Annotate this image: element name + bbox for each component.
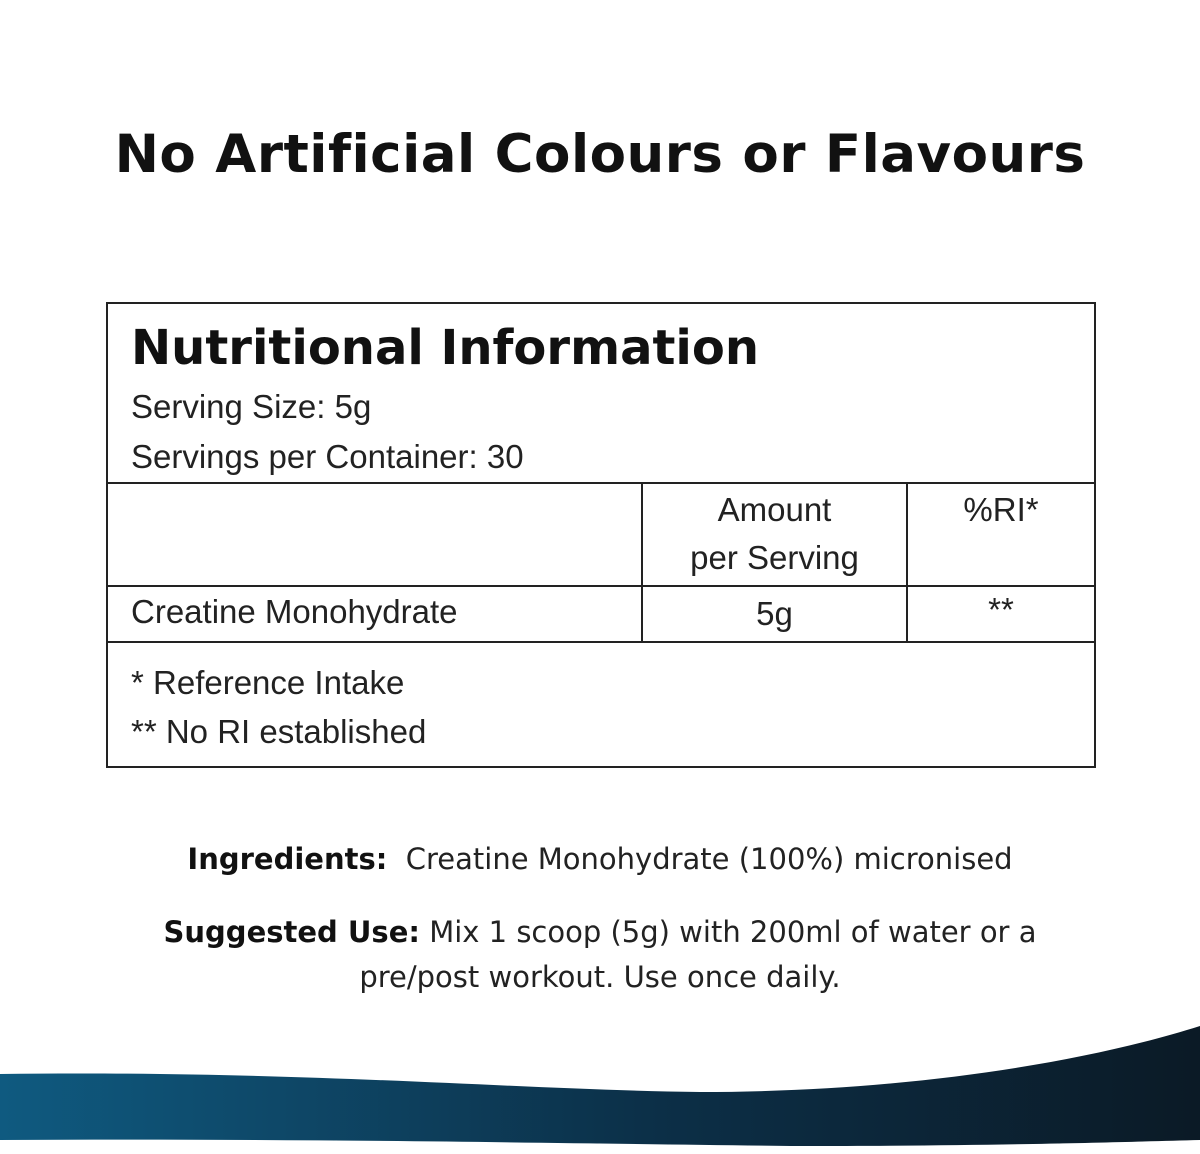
row-name: Creatine Monohydrate [131, 593, 458, 630]
column-header-amount [643, 486, 906, 582]
nutrition-panel [106, 302, 1096, 768]
page-headline: No Artificial Colours or Flavours [114, 124, 1086, 185]
suggested-use-line1 [0, 915, 1200, 949]
decorative-wave [0, 1020, 1200, 1154]
row-ri: ** [988, 591, 1014, 628]
suggested-use-label: Suggested Use: [163, 915, 420, 949]
serving-size: Serving Size: 5g [131, 388, 372, 425]
column-header-amount-line1: Amount [717, 491, 832, 528]
footnote-no-ri: ** No RI established [131, 713, 427, 750]
suggested-use-text-1: Mix 1 scoop (5g) with 200ml of water or a [429, 915, 1037, 949]
ingredients-text: Creatine Monohydrate (100%) micronised [405, 842, 1013, 876]
suggested-use-line2: pre/post workout. Use once daily. [359, 960, 841, 994]
nutrition-title: Nutritional Information [131, 320, 760, 376]
table-divider-top [108, 482, 1094, 484]
row-amount: 5g [756, 595, 793, 632]
column-header-amount-line2: per Serving [690, 539, 859, 576]
servings-per-container: Servings per Container: 30 [131, 438, 524, 475]
ingredients-line [0, 842, 1200, 876]
ingredients-label: Ingredients: [187, 842, 388, 876]
wave-shape [0, 1026, 1200, 1154]
footnote-reference-intake: * Reference Intake [131, 664, 405, 701]
column-header-ri: %RI* [963, 491, 1039, 528]
table-divider-row [108, 641, 1094, 643]
